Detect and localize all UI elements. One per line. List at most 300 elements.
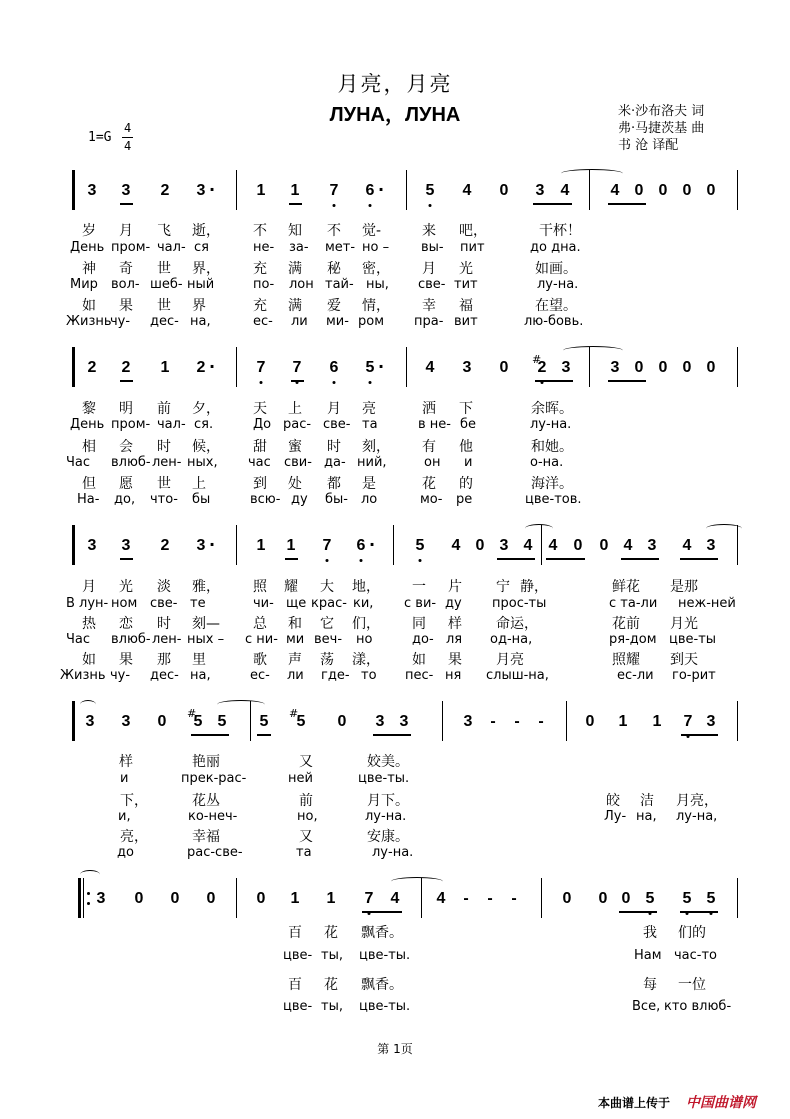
lyric: 下 (459, 401, 473, 417)
lyric: Час (66, 632, 91, 647)
note: 3 (121, 537, 131, 554)
lyric: День (70, 240, 105, 255)
lyric: 吧， (459, 223, 487, 239)
lyric: цве- (283, 948, 313, 963)
lyric: 亮 (362, 401, 376, 417)
lyric: 月 (82, 579, 96, 595)
lyric: 淡 (157, 579, 171, 595)
note: 4 (560, 182, 570, 199)
augmentation-dot: · (378, 180, 385, 199)
lyric: 秘 (327, 261, 341, 277)
lyric: в не- (418, 417, 451, 432)
lyric: ря-дом (609, 632, 657, 647)
lyric: 洒 (422, 401, 436, 417)
lyric: 一 (412, 579, 426, 595)
lyric: 神 (82, 261, 96, 277)
note: 1 (286, 537, 296, 554)
site-logo[interactable]: 中国曲谱网 (686, 1095, 756, 1111)
lyric: 蜜 (288, 439, 302, 455)
note: 3 (399, 713, 409, 730)
lyric: ду (291, 492, 308, 507)
lyric: ес-ли (617, 668, 654, 683)
low-octave-dot (333, 204, 336, 207)
note: 7 (683, 713, 693, 730)
note: - (511, 890, 517, 907)
lyric: Час (66, 455, 91, 470)
lyric: 皎 (606, 793, 620, 809)
lyric: 月亮 (496, 652, 524, 668)
lyric: ще (286, 596, 307, 611)
lyric: пит (460, 240, 485, 255)
tie (80, 870, 100, 879)
lyric: 又 (299, 754, 313, 770)
lyric: 静， (520, 579, 548, 595)
low-octave-dot (369, 381, 372, 384)
low-octave-dot (260, 381, 263, 384)
lyric: чу- (110, 314, 131, 329)
lyric: 前 (299, 793, 313, 809)
lyric: 明 (119, 401, 133, 417)
note: - (463, 890, 469, 907)
lyric: сви- (284, 455, 312, 470)
note: 5 (415, 537, 425, 554)
lyric: цве-ты (669, 632, 717, 647)
lyric: 花丛 (192, 793, 220, 809)
note: 0 (206, 890, 216, 907)
lyric: 月 (119, 223, 133, 239)
lyric: но (356, 632, 373, 647)
lyric: 密， (362, 261, 390, 277)
lyric: те (190, 596, 206, 611)
note: 0 (337, 713, 347, 730)
lyric: 们， (352, 616, 380, 632)
barline (541, 525, 542, 565)
lyric: то (361, 668, 377, 683)
lyric: 幸福 (192, 829, 220, 845)
barline (737, 347, 738, 387)
lyric: лен- (152, 455, 182, 470)
note: 5 (425, 182, 435, 199)
eighth-underline (373, 734, 411, 736)
lyric: 耀 (284, 579, 298, 595)
barline (236, 347, 237, 387)
staff-system-1 (0, 182, 790, 222)
note: 0 (475, 537, 485, 554)
eighth-underline (257, 734, 271, 736)
lyric: ных, (187, 455, 218, 470)
lyric: он (424, 455, 441, 470)
staff-system-3 (0, 537, 790, 577)
lyric: ты, (321, 948, 343, 963)
note: 2 (87, 359, 97, 376)
lyric: 干杯！ (539, 223, 581, 239)
note: 1 (290, 890, 300, 907)
eighth-underline (608, 380, 646, 382)
lyric: 片 (448, 579, 462, 595)
lyric: 艳丽 (192, 754, 220, 770)
staff-system-4 (0, 707, 790, 753)
lyric: бы (192, 492, 211, 507)
lyric: лон (289, 277, 314, 292)
eighth-underline (535, 380, 573, 382)
lyric: 姣美。 (367, 754, 409, 770)
note: 3 (196, 537, 206, 554)
barline (406, 170, 407, 210)
lyric: рас-све- (187, 845, 243, 860)
note: 0 (170, 890, 180, 907)
lyric: неж-ней (678, 596, 736, 611)
augmentation-dot: · (378, 357, 385, 376)
lyric: всю- (250, 492, 281, 507)
lyric: 一位 (678, 977, 706, 993)
note: 1 (652, 713, 662, 730)
tie (80, 700, 96, 709)
note: 4 (548, 537, 558, 554)
eighth-underline (120, 558, 133, 560)
barline (442, 701, 443, 741)
lyric: 和 (288, 616, 302, 632)
lyric: 刻— (192, 616, 220, 632)
lyric: слыш-на, (486, 668, 549, 683)
lyric: тай- (325, 277, 354, 292)
low-octave-dot (429, 204, 432, 207)
lyric: цве-тов. (525, 492, 582, 507)
lyric: ся. (194, 417, 214, 432)
upload-notice: 本曲谱上传于 (598, 1096, 671, 1110)
lyric: ми (286, 632, 305, 647)
note: 5 (706, 890, 716, 907)
note: 0 (621, 890, 631, 907)
note: 1 (160, 359, 170, 376)
note: 4 (523, 537, 533, 554)
title-russian: ЛУНА，ЛУНА (329, 104, 461, 126)
lyric: 飞 (157, 223, 171, 239)
start-barline (72, 525, 75, 565)
barline (421, 878, 422, 918)
barline (737, 525, 738, 565)
lyric: 宁 (496, 579, 510, 595)
low-octave-dot (326, 559, 329, 562)
lyric: 充 (253, 298, 267, 314)
note: 2 (160, 537, 170, 554)
barline (541, 878, 542, 918)
lyric: 他 (459, 439, 473, 455)
lyric: ном (111, 596, 138, 611)
augmentation-dot: · (209, 180, 216, 199)
augmentation-dot: · (209, 357, 216, 376)
lyric: веч- (314, 632, 343, 647)
lyric: чу- (110, 668, 131, 683)
lyric: 夕， (192, 401, 220, 417)
lyric: 爱 (327, 298, 341, 314)
note: - (538, 713, 544, 730)
lyric: 在望。 (535, 298, 577, 314)
eighth-underline (120, 380, 133, 382)
note: 0 (134, 890, 144, 907)
lyric: Мир (70, 277, 98, 292)
lyric: за- (289, 240, 309, 255)
note: 7 (322, 537, 332, 554)
lyric: 花 (324, 925, 338, 941)
lyric: мо- (420, 492, 443, 507)
time-signature-numerator: 4 (124, 121, 132, 135)
lyric: прек-рас- (181, 771, 247, 786)
lyric: Жизнь (60, 668, 106, 683)
lyric: 花前 (612, 616, 640, 632)
lyric: 满 (288, 298, 302, 314)
note: 3 (87, 537, 97, 554)
note: 4 (425, 359, 435, 376)
lyric: вол- (111, 277, 140, 292)
lyric: влюб- (111, 455, 151, 470)
lyric: ки, (353, 596, 374, 611)
lyric: с та-ли (609, 596, 658, 611)
lyric: на, (636, 809, 657, 824)
lyric: 果 (448, 652, 462, 668)
title-chinese: 月亮，月亮 (337, 72, 453, 96)
eighth-underline (120, 203, 133, 205)
lyric: ло (361, 492, 378, 507)
lyric: кто влюб- (664, 999, 732, 1014)
lyric: где- (321, 668, 350, 683)
low-octave-dot (333, 381, 336, 384)
lyric: вит (454, 314, 478, 329)
lyric: 地， (352, 579, 380, 595)
page-number: 第 1页 (377, 1042, 413, 1056)
lyric: 处 (288, 476, 302, 492)
lyric: 逝， (192, 223, 220, 239)
lyric: све- (418, 277, 446, 292)
note: 0 (256, 890, 266, 907)
lyric: Все, (632, 999, 661, 1014)
note: 4 (610, 182, 620, 199)
note: 3 (96, 890, 106, 907)
lyric: ду (445, 596, 462, 611)
lyric: 漾， (352, 652, 380, 668)
lyric: чал- (157, 417, 186, 432)
lyric: 下， (120, 793, 148, 809)
lyric: 满 (288, 261, 302, 277)
tie (525, 524, 553, 533)
lyric: 不 (327, 223, 341, 239)
lyric: 情， (362, 298, 390, 314)
sharp-sign: # (187, 707, 197, 720)
note: 5 (296, 713, 306, 730)
lyric: ней (288, 771, 313, 786)
lyric: на, (190, 314, 211, 329)
low-octave-dot (369, 204, 372, 207)
note: 7 (329, 182, 339, 199)
barline (236, 170, 237, 210)
barline (406, 347, 407, 387)
lyric: цве-ты. (359, 999, 411, 1014)
note: 0 (499, 359, 509, 376)
time-signature-line (122, 137, 133, 138)
eighth-underline (608, 203, 646, 205)
eighth-underline (546, 558, 585, 560)
lyric: мет- (325, 240, 356, 255)
lyric: 海洋。 (531, 476, 573, 492)
lyric: 充 (253, 261, 267, 277)
lyric: 但 (82, 476, 96, 492)
note: 4 (623, 537, 633, 554)
note: 0 (157, 713, 167, 730)
lyric: но – (362, 240, 390, 255)
lyric: 果 (119, 652, 133, 668)
lyric: с ви- (404, 596, 437, 611)
barline (236, 525, 237, 565)
lyric: ний, (357, 455, 387, 470)
eighth-underline (362, 911, 402, 913)
lyric: ся (194, 240, 209, 255)
lyric: В лун- (66, 596, 109, 611)
lyric: по- (253, 277, 275, 292)
lyric: 飘香。 (361, 925, 403, 941)
lyric: ли (291, 314, 308, 329)
note: 3 (87, 182, 97, 199)
lyric: пром- (111, 417, 151, 432)
lyric: 到 (253, 476, 267, 492)
lyric: 雅， (192, 579, 220, 595)
lyric: ля (446, 632, 463, 647)
note: 3 (463, 713, 473, 730)
lyric: 候， (192, 439, 220, 455)
lyric: 时 (157, 439, 171, 455)
barline (83, 878, 84, 918)
lyric: тит (454, 277, 478, 292)
start-barline (72, 347, 75, 387)
lyric: 上 (192, 476, 206, 492)
lyric: 恋 (119, 616, 133, 632)
note: 0 (599, 537, 609, 554)
lyric: 们的 (678, 925, 706, 941)
lyric: влюб- (111, 632, 151, 647)
lyric: 黎 (82, 401, 96, 417)
note: 3 (561, 359, 571, 376)
note: 0 (585, 713, 595, 730)
note: 4 (390, 890, 400, 907)
lyric: ес- (253, 314, 273, 329)
lyric: 照耀 (612, 652, 640, 668)
low-octave-dot (649, 912, 652, 915)
lyric: до, (114, 492, 136, 507)
lyric: 如 (82, 298, 96, 314)
lyric: Жизнь (66, 314, 112, 329)
lyric: 又 (299, 829, 313, 845)
lyric: прос-ты (492, 596, 547, 611)
lyric: час (248, 455, 271, 470)
note: 0 (682, 182, 692, 199)
lyric: 果 (119, 298, 133, 314)
note: 3 (462, 359, 472, 376)
lyric: бы- (325, 492, 348, 507)
note: 1 (618, 713, 628, 730)
lyric: 岁 (82, 223, 96, 239)
note: 1 (256, 182, 266, 199)
repeat-start-barline (78, 878, 81, 918)
low-octave-dot (360, 559, 363, 562)
lyric: рас- (283, 417, 312, 432)
lyric: и (120, 771, 129, 786)
lyric: лу-на. (530, 417, 572, 432)
lyric: 世 (157, 476, 171, 492)
note: 3 (85, 713, 95, 730)
lyric: но, (297, 809, 318, 824)
note: 1 (256, 537, 266, 554)
lyric: На- (77, 492, 100, 507)
lyric: 和她。 (531, 439, 573, 455)
lyric: бе (460, 417, 477, 432)
note: 0 (658, 182, 668, 199)
lyric: 样 (448, 616, 462, 632)
lyric: 热 (82, 616, 96, 632)
lyric: на, (190, 668, 211, 683)
low-octave-dot (419, 559, 422, 562)
lyric: 时 (157, 616, 171, 632)
lyric: 总 (253, 616, 267, 632)
note: 0 (706, 182, 716, 199)
lyric: лю-бовь. (524, 314, 584, 329)
barline (393, 525, 394, 565)
eighth-underline (289, 203, 302, 205)
lyric: 有 (422, 439, 436, 455)
lyric: 光 (119, 579, 133, 595)
note: 2 (537, 359, 547, 376)
note: - (514, 713, 520, 730)
note: 5 (259, 713, 269, 730)
lyric: час-то (674, 948, 718, 963)
note: 2 (121, 359, 131, 376)
note: 6 (365, 182, 375, 199)
lyric: лу-на. (537, 277, 579, 292)
lyric: до дна. (530, 240, 581, 255)
lyric: с ни- (245, 632, 278, 647)
note: 0 (634, 359, 644, 376)
barline (589, 170, 590, 210)
lyric: 月下。 (367, 793, 409, 809)
eighth-underline (680, 558, 718, 560)
note: 5 (365, 359, 375, 376)
note: 0 (499, 182, 509, 199)
note: 1 (290, 182, 300, 199)
lyric: 里 (192, 652, 206, 668)
eighth-underline (681, 734, 718, 736)
lyric: 奇 (119, 261, 133, 277)
lyric: та (362, 417, 378, 432)
lyric: 花 (324, 977, 338, 993)
lyric: ный (187, 277, 215, 292)
barline (737, 878, 738, 918)
note: 0 (658, 359, 668, 376)
note: 3 (610, 359, 620, 376)
lyric: Нам (634, 948, 662, 963)
lyric: пром- (111, 240, 151, 255)
lyric: 花 (422, 476, 436, 492)
lyric: чи- (253, 596, 274, 611)
note: 4 (451, 537, 461, 554)
lyric: 歌 (253, 652, 267, 668)
augmentation-dot: · (209, 535, 216, 554)
lyric: 样 (119, 754, 133, 770)
eighth-underline (285, 558, 298, 560)
lyric: 上 (288, 401, 302, 417)
lyric: 相 (82, 439, 96, 455)
lyric: вы- (421, 240, 444, 255)
composer-credit: 弗·马捷茨基 曲 (618, 121, 705, 136)
lyric: ны, (366, 277, 389, 292)
lyric: 鲜花 (612, 579, 640, 595)
lyric: 会 (119, 439, 133, 455)
